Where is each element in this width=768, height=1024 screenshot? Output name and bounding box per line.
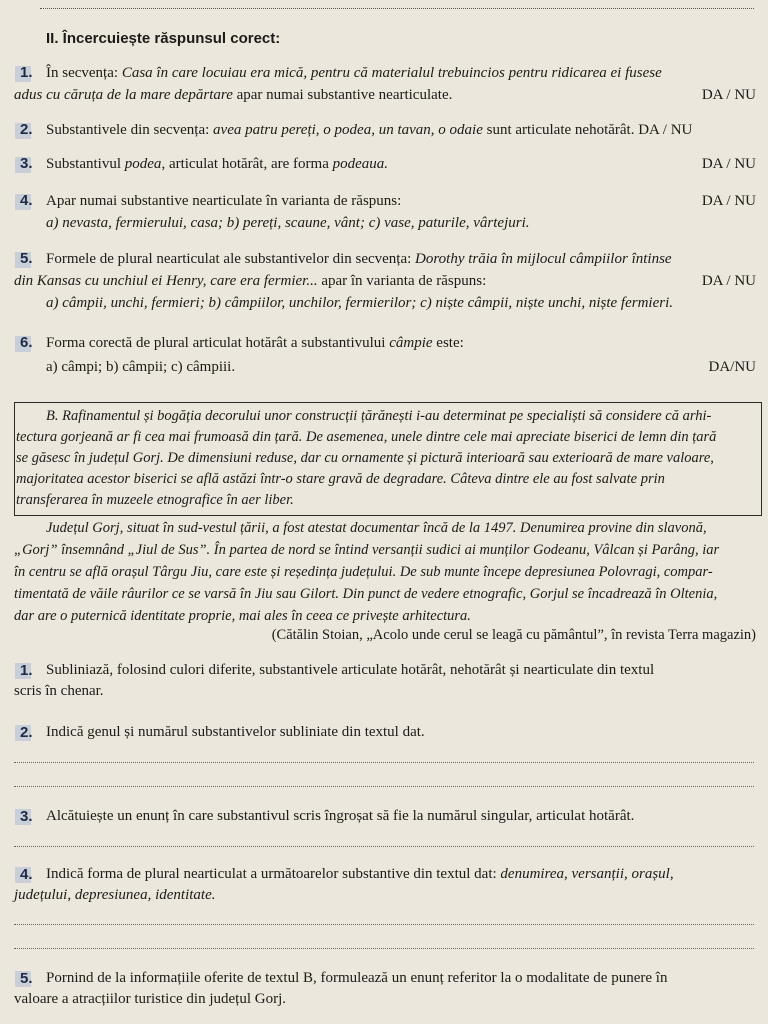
item-text: Substantivul podea, articulat hotărât, are forma podeaua. <box>46 156 389 172</box>
item-number: 3. <box>20 155 33 172</box>
item-number: 4. <box>20 192 33 209</box>
answer-da-nu[interactable]: DA / NU <box>701 193 756 209</box>
answer-options[interactable]: a) nevasta, fermierului, casa; b) pereți, scaune, vânt; c) vase, paturile, vârtejuri. <box>46 215 530 231</box>
answer-line[interactable] <box>14 762 754 763</box>
top-dotted-line <box>40 8 754 9</box>
item-number: 5. <box>20 250 33 267</box>
exercise-item-1 <box>0 63 768 105</box>
text-line: în centru se află orașul Târgu Jiu, care este și reședința județului. De sub munte începe depresiunea Polovragi, compar- <box>14 564 713 580</box>
question-text-cont: scris în chenar. <box>14 683 104 699</box>
question-text: Indică forma de plural nearticulat a următoarelor substantive din textul dat: denumirea, versanții, orașul, <box>46 866 674 882</box>
item-text: Substantivele din secvența: avea patru pereți, o podea, un tavan, o odaie sunt articulate nehotărât. DA / NU <box>46 122 693 138</box>
answer-da-nu[interactable]: DA / NU <box>701 273 756 289</box>
answer-da-nu[interactable]: DA/NU <box>708 359 756 375</box>
question-number: 2. <box>20 724 33 741</box>
text-b-line: majoritatea acestor biserici se află astăzi într-o stare gravă de degradare. Câteva dintre ele au fost salvate prin <box>16 471 665 487</box>
item-text: Apar numai substantive nearticulate în varianta de răspuns: <box>46 193 402 209</box>
question-4 <box>0 864 768 908</box>
question-number: 3. <box>20 808 33 825</box>
question-text: Alcătuiește un enunț în care substantivul scris îngroșat să fie la numărul singular, articulat hotărât. <box>46 808 635 824</box>
question-number: 1. <box>20 662 33 679</box>
item-text: Forma corectă de plural articulat hotărât a substantivului câmpie este: <box>46 335 464 351</box>
question-text: Indică genul și numărul substantivelor subliniate din textul dat. <box>46 724 425 740</box>
question-5 <box>0 968 768 1012</box>
question-number: 4. <box>20 866 33 883</box>
text-line: „Gorj” însemnând „Jiul de Sus”. În partea de nord se întind versanții sudici ai munților Godeanu, Vâlcan și Parâng, iar <box>14 542 720 558</box>
question-text-cont: valoare a atracțiilor turistice din județul Gorj. <box>14 991 286 1007</box>
answer-line[interactable] <box>14 786 754 787</box>
exercise-item-5 <box>0 249 768 315</box>
text-b-line: transferarea în muzeele etnografice în aer liber. <box>16 492 294 508</box>
text-source-credit: (Cătălin Stoian, „Acolo unde cerul se leagă cu pământul”, în revista Terra magazin) <box>271 627 756 643</box>
item-number: 1. <box>20 64 33 81</box>
question-text: Subliniază, folosind culori diferite, substantivele articulate hotărât, nehotărât și nearticulate din textul <box>46 662 655 678</box>
answer-da-nu[interactable]: DA / NU <box>701 156 756 172</box>
item-text: În secvența: Casa în care locuiau era mică, pentru că materialul trebuincios pentru ridicarea ei fusese <box>46 65 662 81</box>
text-line: dar are o puternică identitate proprie, mai ales în ceea ce privește arhitectura. <box>14 608 471 624</box>
item-number: 2. <box>20 121 33 138</box>
question-1 <box>0 660 768 704</box>
text-line: timentată de văile râurilor ce se varsă în Jiu sau Gilort. Din punct de vedere etnografic, Gorjul se încadrează în Oltenia, <box>14 586 718 602</box>
text-b-line: se găsesc în județul Gorj. De dimensiuni reduse, dar cu ornamente și pictură interioară sau exterioară de mare valoare, <box>16 450 714 466</box>
answer-line[interactable] <box>14 948 754 949</box>
question-3 <box>0 806 768 828</box>
answer-options[interactable]: a) câmpii, unchi, fermieri; b) câmpiilor, unchilor, fermierilor; c) niște câmpii, niște unchi, niște fermieri. <box>46 295 673 311</box>
text-b-line: B. Rafinamentul și bogăția decorului unor construcții țărănești i-au determinat pe specialiști să considere că arhi- <box>46 408 712 424</box>
item-text-cont: adus cu căruța de la mare depărtare apar numai substantive nearticulate. <box>14 87 453 103</box>
section-title: II. Încercuiește răspunsul corect: <box>46 30 281 47</box>
exercise-item-4 <box>0 191 768 235</box>
answer-da-nu[interactable]: DA / NU <box>701 87 756 103</box>
item-text: Formele de plural nearticulat ale substantivelor din secvența: Dorothy trăia în mijlocul câmpiilor întinse <box>46 251 672 267</box>
text-line: Județul Gorj, situat în sud-vestul țării, a fost atestat documentar încă de la 1497. Denumirea provine din slavonă, <box>46 520 707 536</box>
question-2 <box>0 722 768 744</box>
exercise-item-2 <box>0 120 768 142</box>
question-number: 5. <box>20 970 33 987</box>
item-text-cont: din Kansas cu unchiul ei Henry, care era fermier... apar în varianta de răspuns: <box>14 273 487 289</box>
exercise-item-3 <box>0 154 768 176</box>
exercise-item-6 <box>0 333 768 377</box>
question-text: Pornind de la informațiile oferite de textul B, formulează un enunț referitor la o modalitate de punere în <box>46 970 668 986</box>
answer-options[interactable]: a) câmpi; b) câmpii; c) câmpiii. <box>46 359 236 375</box>
question-text-cont: județului, depresiunea, identitate. <box>14 887 216 903</box>
answer-line[interactable] <box>14 846 754 847</box>
item-number: 6. <box>20 334 33 351</box>
answer-line[interactable] <box>14 924 754 925</box>
text-b-line: tectura gorjeană ar fi cea mai frumoasă din țară. De asemenea, unele dintre cele mai apreciate biserici de lemn din țară <box>16 429 717 445</box>
